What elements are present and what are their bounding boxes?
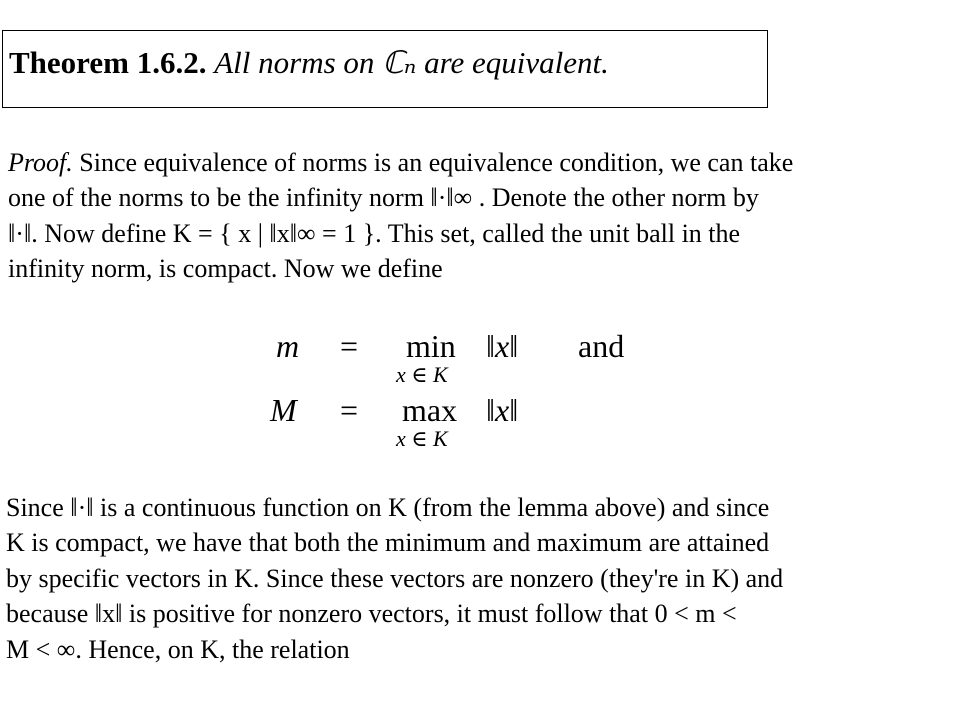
theorem-label: Theorem 1.6.2.: [9, 45, 207, 80]
row1-eq: =: [340, 328, 359, 364]
theorem-statement: All norms on ℂₙ are equivalent.: [214, 45, 609, 80]
proof-line-2: one of the norms to be the infinity norm ‖·‖∞ . Denote the other norm by: [8, 183, 759, 213]
proof-word: Proof.: [8, 148, 73, 177]
row2-op: max: [402, 392, 458, 428]
proof-line-4: infinity norm, is compact. Now we define: [8, 254, 443, 284]
theorem-box: [2, 30, 768, 108]
followup-line-4-text: because ‖x‖ is positive for nonzero vectors, it must follow that 0 < m <: [6, 599, 737, 629]
row2-arg: ‖x‖: [486, 392, 519, 428]
followup-line-1-text: Since ‖·‖ is a continuous function on K (from the lemma above) and since: [6, 493, 770, 522]
row1-op: min: [406, 328, 456, 364]
followup-line-1: [6, 490, 944, 525]
row1-tail: and: [578, 328, 625, 364]
row1-under: x ∈ K: [396, 362, 448, 387]
proof-line-1: [8, 145, 944, 180]
followup-line-4: [6, 596, 944, 631]
row2-under: x ∈ K: [396, 426, 448, 451]
row1-lhs: m: [276, 328, 300, 364]
display-equations: [0, 318, 960, 458]
followup-line-3: [6, 561, 944, 596]
row1-arg: ‖x‖: [486, 328, 519, 364]
followup-line-3-text: by specific vectors in K. Since these vectors are nonzero (they're in K) and: [6, 563, 784, 593]
followup-line-2: [6, 525, 944, 560]
followup-line-5: M < ∞. Hence, on K, the relation: [6, 634, 350, 664]
proof-line-1-text: Since equivalence of norms is an equivalence condition, we can take: [79, 148, 794, 177]
row2-eq: =: [340, 392, 359, 428]
theorem-text: [9, 45, 609, 81]
row2-lhs: M: [270, 392, 297, 428]
proof-line-3: ‖·‖. Now define K = { x | ‖x‖∞ = 1 }. This set, called the unit ball in the: [8, 218, 741, 248]
followup-line-2-text: K is compact, we have that both the minimum and maximum are attained: [6, 528, 770, 558]
